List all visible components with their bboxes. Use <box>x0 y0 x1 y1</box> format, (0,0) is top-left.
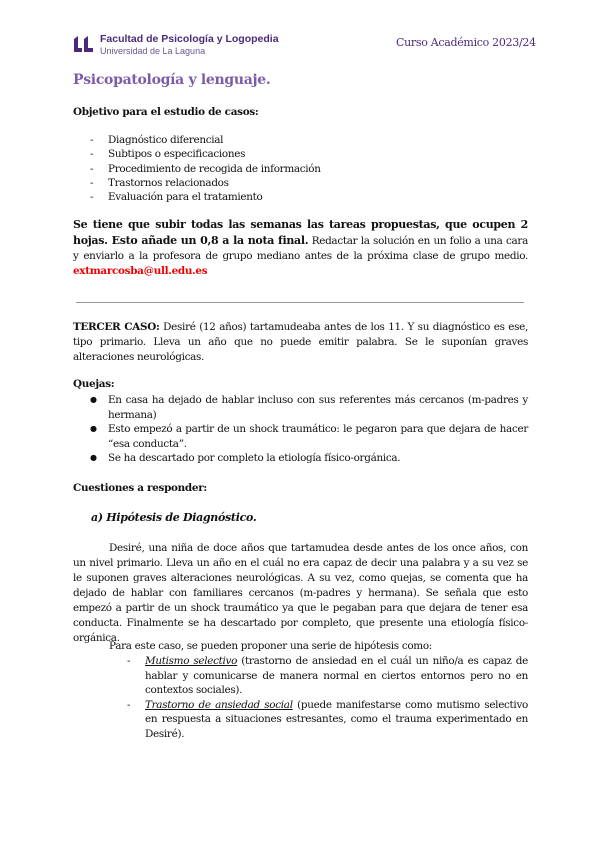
diagnosis-subheading: a) Hipótesis de Diagnóstico. <box>91 511 257 524</box>
instructions-text: Redactar la solución en un folio a una cara y enviarlo a la profesora de grupo mediano antes de la próxima clase de grupo medio. <box>73 235 528 262</box>
complaints-list <box>90 393 528 466</box>
university-name: Universidad de La Laguna <box>100 46 206 56</box>
diagnosis-paragraph: Desiré, una niña de doce años que tartamudea desde antes de los once años, con un nivel primario. Lleva un año en el cuál no era capaz de decir una palabra y a su vez se le suponen graves alteraciones neurológicas. A su vez, como quejas, se comenta que ha dejado de hablar con familiares cercanos (m-padres y hermana). Se señala que esto empezó a partir de un shock traumático ya que le pegaban para que dejara de tener esa conducta. Finalmente se ha descartado por completo, que presente una etiología físico-orgánica. <box>73 542 528 644</box>
faculty-name: Facultad de Psicología y Logopedia <box>100 33 279 45</box>
email-link[interactable]: extmarcosba@ull.edu.es <box>73 265 208 277</box>
case-paragraph <box>73 320 528 365</box>
academic-year: Curso Académico 2023/24 <box>396 36 536 49</box>
list-item: - Procedimiento de recogida de información <box>90 162 321 176</box>
objective-list <box>90 133 321 204</box>
hypothesis-text: (puede manifestarse como mutismo selectivo en respuesta a situaciones estresantes, como el trauma experimentado en Desiré). <box>145 698 528 740</box>
hypothesis-text: (trastorno de ansiedad en el cuál un niño/a es capaz de hablar y comunicarse de manera normal en ciertos entornos pero no en contextos sociales). <box>145 655 529 696</box>
list-item: - Diagnóstico diferencial <box>90 133 321 147</box>
instructions-paragraph <box>73 217 528 279</box>
questions-heading: Cuestiones a responder: <box>73 482 207 494</box>
instructions-bold: Se tiene que subir todas las semanas las tareas propuestas, que ocupen 2 hojas. Esto añade un 0,8 a la nota final. <box>73 218 528 247</box>
university-logo-icon <box>72 35 94 53</box>
list-item <box>127 698 528 742</box>
list-item: - Subtipos o especificaciones <box>90 147 321 161</box>
hypotheses-list <box>127 654 528 741</box>
list-item <box>127 654 528 698</box>
case-label: TERCER CASO: <box>73 321 160 333</box>
hypotheses-intro: Para este caso, se pueden proponer una serie de hipótesis como: <box>109 640 432 652</box>
hypothesis-term: Mutismo selectivo <box>145 655 238 667</box>
complaints-heading: Quejas: <box>73 378 115 390</box>
objective-heading: Objetivo para el estudio de casos: <box>73 106 259 118</box>
list-item: - Evaluación para el tratamiento <box>90 190 321 204</box>
list-item: - Trastornos relacionados <box>90 176 321 190</box>
list-item: ● En casa ha dejado de hablar incluso con sus referentes más cercanos (m-padres y hermana) <box>90 393 528 422</box>
hypothesis-term: Trastorno de ansiedad social <box>145 698 293 711</box>
list-item: ● Se ha descartado por completo la etiología físico-orgánica. <box>90 451 528 466</box>
document-title: Psicopatología y lenguaje. <box>73 72 271 88</box>
list-item: ● Esto empezó a partir de un shock traumático: le pegaron para que dejara de hacer “esa conducta”. <box>90 422 528 451</box>
divider <box>76 302 524 303</box>
case-text: Desiré (12 años) tartamudeaba antes de los 11. Y su diagnóstico es ese, tipo primario. Lleva un año que no puede emitir palabra. Se le suponían graves alteraciones neurológicas. <box>73 321 528 363</box>
